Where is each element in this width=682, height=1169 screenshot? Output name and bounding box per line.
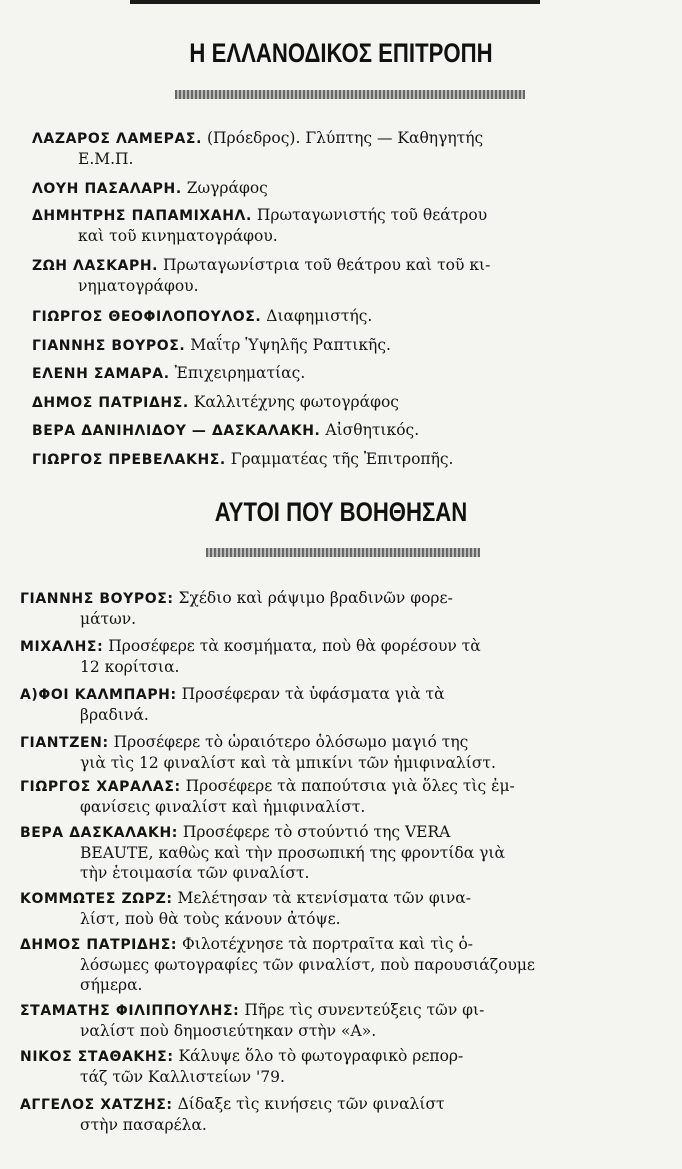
list-item: ΓΙΩΡΓΟΣ ΧΑΡΑΛΑΣ: Προσέφερε τὰ παπούτσια γιὰ ὅλες τὶς ἐμ- φανίσεις φιναλίστ καὶ ἡμιφιναλίστ. — [20, 777, 515, 816]
list-item: ΓΙΑΝΝΗΣ ΒΟΥΡΟΣ. Μαΐτρ Ὑψηλῆς Ραπτικῆς. — [32, 336, 391, 354]
jury-title: Η ΕΛΛΑΝΟΔΙΚΟΣ ΕΠΙΤΡΟΠΗ — [189, 38, 493, 68]
list-item: ΣΤΑΜΑΤΗΣ ΦΙΛΙΠΠΟΥΛΗΣ: Πῆρε τὶς συνεντεύξεις τῶν φι- ναλίστ ποὺ δημοσιεύτηκαν στὴν «Α». — [20, 1001, 485, 1040]
list-item: ΕΛΕΝΗ ΣΑΜΑΡΑ. Ἐπιχειρηματίας. — [32, 364, 306, 382]
list-item: ΑΓΓΕΛΟΣ ΧΑΤΖΗΣ: Δίδαξε τὶς κινήσεις τῶν φιναλίστ στὴν πασαρέλα. — [20, 1095, 445, 1134]
helpers-title: ΑΥΤΟΙ ΠΟΥ ΒΟΗΘΗΣΑΝ — [214, 497, 468, 527]
helpers-divider — [206, 548, 480, 557]
list-item: ΛΟΥΗ ΠΑΣΑΛΑΡΗ. Ζωγράφος — [32, 179, 268, 197]
list-item: ΝΙΚΟΣ ΣΤΑΘΑΚΗΣ: Κάλυψε ὅλο τὸ φωτογραφικὸ ρεπορ- τάζ τῶν Καλλιστείων '79. — [20, 1047, 464, 1086]
list-item: ΔΗΜΟΣ ΠΑΤΡΙΔΗΣ. Καλλιτέχνης φωτογράφος — [32, 393, 399, 411]
list-item: ΒΕΡΑ ΔΑΝΙΗΛΙΔΟΥ — ΔΑΣΚΑΛΑΚΗ. Αἰσθητικός. — [32, 421, 420, 439]
list-item: ΓΙΩΡΓΟΣ ΠΡΕΒΕΛΑΚΗΣ. Γραμματέας τῆς Ἐπιτροπῆς. — [32, 450, 454, 468]
list-item: ΓΙΑΝΝΗΣ ΒΟΥΡΟΣ: Σχέδιο καὶ ράψιμο βραδινῶν φορε- μάτων. — [20, 589, 453, 628]
top-rule — [130, 0, 540, 4]
list-item: ΖΩΗ ΛΑΣΚΑΡΗ. Πρωταγωνίστρια τοῦ θεάτρου καὶ τοῦ κι- νηματογράφου. — [32, 256, 491, 295]
list-item: ΒΕΡΑ ΔΑΣΚΑΛΑΚΗ: Προσέφερε τὸ στούντιό της VERA BEAUTE, καθὼς καὶ τὴν προσωπική της φροντίδα γιὰ τὴν ἑτοιμασία τῶν φιναλίστ. — [20, 823, 505, 882]
list-item: ΛΑΖΑΡΟΣ ΛΑΜΕΡΑΣ. (Πρόεδρος). Γλύπτης — Καθηγητής Ε.Μ.Π. — [32, 129, 484, 168]
list-item: Α)ΦΟΙ ΚΑΛΜΠΑΡΗ: Προσέφεραν τὰ ὑφάσματα γιὰ τὰ βραδινά. — [20, 685, 445, 724]
list-item: ΓΙΩΡΓΟΣ ΘΕΟΦΙΛΟΠΟΥΛΟΣ. Διαφημιστής. — [32, 307, 373, 325]
list-item: ΔΗΜΟΣ ΠΑΤΡΙΔΗΣ: Φιλοτέχνησε τὰ πορτραῖτα καὶ τὶς ὁ- λόσωμες φωτογραφίες τῶν φιναλίστ, ποὺ παρουσιάζουμε σήμερα. — [20, 935, 535, 994]
list-item: ΔΗΜΗΤΡΗΣ ΠΑΠΑΜΙΧΑΗΛ. Πρωταγωνιστής τοῦ θεάτρου καὶ τοῦ κινηματογράφου. — [32, 206, 488, 245]
list-item: ΚΟΜΜΩΤΕΣ ΖΩΡΖ: Μελέτησαν τὰ κτενίσματα τῶν φινα- λίστ, ποὺ θὰ τοὺς κάνουν ἀτόψε. — [20, 889, 471, 928]
list-item: ΓΙΑΝΤΖΕΝ: Προσέφερε τὸ ὡραιότερο ὁλόσωμο μαγιό της γιὰ τὶς 12 φιναλίστ καὶ τὰ μπικίνι τῶν ἡμιφιναλίστ. — [20, 733, 496, 772]
list-item: ΜΙΧΑΛΗΣ: Προσέφερε τὰ κοσμήματα, ποὺ θὰ φορέσουν τὰ 12 κορίτσια. — [20, 637, 481, 676]
jury-divider — [175, 90, 525, 99]
